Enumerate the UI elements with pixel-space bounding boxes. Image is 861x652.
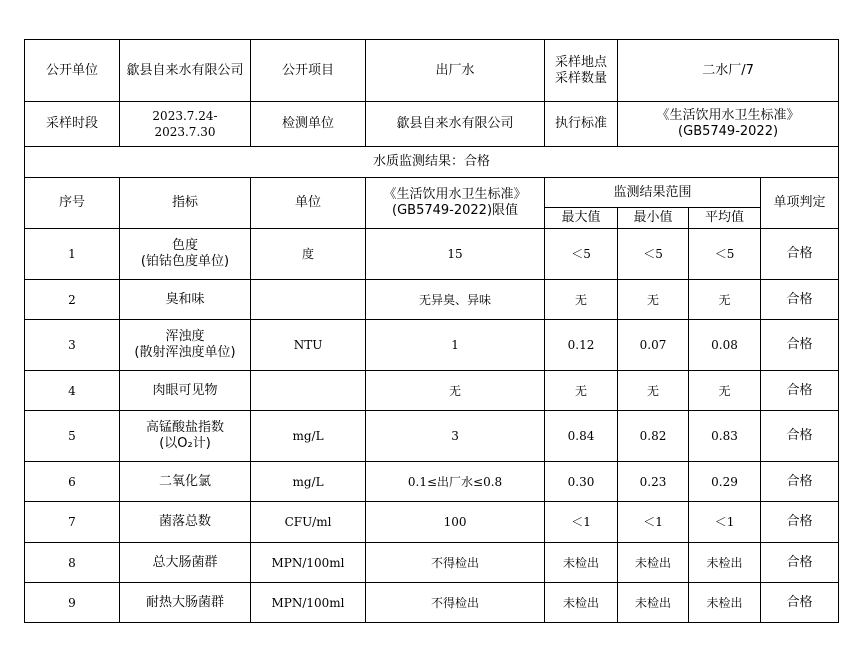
row-limit: 3 xyxy=(366,411,545,462)
row-limit: 无异臭、异味 xyxy=(366,280,545,320)
row-unit: MPN/100ml xyxy=(251,583,366,623)
row-indicator-name: 色度 xyxy=(171,238,198,253)
row-indicator xyxy=(120,543,251,583)
col-avg: 平均值 xyxy=(689,208,761,229)
unit-label: 公开单位 xyxy=(25,40,120,102)
row-seq: 3 xyxy=(25,320,120,371)
row-unit: NTU xyxy=(251,320,366,371)
item-label: 公开项目 xyxy=(251,40,366,102)
row-min: 0.23 xyxy=(618,462,689,502)
water-quality-report xyxy=(24,39,838,623)
row-max: 未检出 xyxy=(545,543,618,583)
row-indicator xyxy=(120,320,251,371)
row-indicator-subname: (以O₂计) xyxy=(159,436,211,451)
row-indicator-subname: (铂钴色度单位) xyxy=(140,254,230,269)
col-min: 最小值 xyxy=(618,208,689,229)
row-min: 0.82 xyxy=(618,411,689,462)
row-avg: 无 xyxy=(689,280,761,320)
row-indicator-name: 菌落总数 xyxy=(158,514,211,529)
row-indicator-name: 总大肠菌群 xyxy=(152,554,218,570)
standard-label: 执行标准 xyxy=(545,102,618,147)
row-max: 0.30 xyxy=(545,462,618,502)
row-seq: 2 xyxy=(25,280,120,320)
row-max: 0.12 xyxy=(545,320,618,371)
unit-value: 歙县自来水有限公司 xyxy=(120,40,251,102)
header-row-1 xyxy=(25,40,839,102)
site-value: 二水厂/7 xyxy=(618,40,839,102)
row-max: 未检出 xyxy=(545,583,618,623)
site-label-line1: 采样地点 xyxy=(555,54,608,70)
row-limit: 无 xyxy=(366,371,545,411)
row-avg: ＜5 xyxy=(689,229,761,280)
row-limit: 不得检出 xyxy=(366,543,545,583)
row-avg: 0.08 xyxy=(689,320,761,371)
site-label-line2: 采样数量 xyxy=(555,70,608,86)
row-unit xyxy=(251,280,366,320)
column-header-row-1 xyxy=(25,178,839,208)
standard-value-line1: 《生活饮用水卫生标准》 xyxy=(656,108,800,123)
row-indicator-subname: (散射浑浊度单位) xyxy=(134,345,236,360)
summary-row xyxy=(25,147,839,178)
row-unit: 度 xyxy=(251,229,366,280)
data-rows xyxy=(25,229,839,623)
row-limit: 0.1≤出厂水≤0.8 xyxy=(366,462,545,502)
row-min: ＜1 xyxy=(618,502,689,543)
row-verdict: 合格 xyxy=(761,462,839,502)
row-avg: ＜1 xyxy=(689,502,761,543)
row-limit: 15 xyxy=(366,229,545,280)
row-seq: 6 xyxy=(25,462,120,502)
row-avg: 未检出 xyxy=(689,543,761,583)
table-row xyxy=(25,502,839,543)
row-max: 无 xyxy=(545,280,618,320)
row-verdict: 合格 xyxy=(761,583,839,623)
row-avg: 未检出 xyxy=(689,583,761,623)
row-indicator xyxy=(120,229,251,280)
row-indicator xyxy=(120,280,251,320)
row-unit: mg/L xyxy=(251,411,366,462)
row-indicator-name: 耐热大肠菌群 xyxy=(145,594,224,610)
row-indicator-name: 肉眼可见物 xyxy=(152,382,218,398)
row-limit: 1 xyxy=(366,320,545,371)
row-seq: 1 xyxy=(25,229,120,280)
row-verdict: 合格 xyxy=(761,280,839,320)
row-indicator-name: 二氧化氯 xyxy=(158,473,211,489)
summary-text: 水质监测结果：合格 xyxy=(25,147,839,178)
row-limit: 不得检出 xyxy=(366,583,545,623)
period-label: 采样时段 xyxy=(25,102,120,147)
col-range: 监测结果范围 xyxy=(545,178,761,208)
table-row xyxy=(25,543,839,583)
row-min: 未检出 xyxy=(618,543,689,583)
table-row xyxy=(25,371,839,411)
row-seq: 7 xyxy=(25,502,120,543)
table-row xyxy=(25,229,839,280)
table-row xyxy=(25,583,839,623)
period-value: 2023.7.24-2023.7.30 xyxy=(120,102,251,147)
col-seq: 序号 xyxy=(25,178,120,229)
row-verdict: 合格 xyxy=(761,371,839,411)
row-verdict: 合格 xyxy=(761,229,839,280)
row-min: ＜5 xyxy=(618,229,689,280)
col-limit xyxy=(366,178,545,229)
row-indicator xyxy=(120,371,251,411)
row-seq: 9 xyxy=(25,583,120,623)
row-avg: 无 xyxy=(689,371,761,411)
row-indicator-name: 臭和味 xyxy=(165,291,205,307)
test-unit-value: 歙县自来水有限公司 xyxy=(366,102,545,147)
row-min: 未检出 xyxy=(618,583,689,623)
row-indicator-name: 高锰酸盐指数 xyxy=(145,420,224,435)
row-indicator xyxy=(120,411,251,462)
item-value: 出厂水 xyxy=(366,40,545,102)
row-min: 无 xyxy=(618,371,689,411)
col-unit: 单位 xyxy=(251,178,366,229)
row-avg: 0.29 xyxy=(689,462,761,502)
col-limit-line1: 《生活饮用水卫生标准》 xyxy=(383,187,527,202)
row-verdict: 合格 xyxy=(761,543,839,583)
table-row xyxy=(25,280,839,320)
row-seq: 4 xyxy=(25,371,120,411)
col-max: 最大值 xyxy=(545,208,618,229)
row-min: 无 xyxy=(618,280,689,320)
row-max: ＜1 xyxy=(545,502,618,543)
table-row xyxy=(25,411,839,462)
row-indicator xyxy=(120,583,251,623)
col-indicator: 指标 xyxy=(120,178,251,229)
row-avg: 0.83 xyxy=(689,411,761,462)
table-row xyxy=(25,320,839,371)
col-verdict: 单项判定 xyxy=(761,178,839,229)
row-verdict: 合格 xyxy=(761,411,839,462)
table-row xyxy=(25,462,839,502)
standard-value-line2: (GB5749-2022) xyxy=(678,124,779,139)
test-unit-label: 检测单位 xyxy=(251,102,366,147)
header-row-2 xyxy=(25,102,839,147)
row-max: ＜5 xyxy=(545,229,618,280)
row-indicator xyxy=(120,462,251,502)
row-limit: 100 xyxy=(366,502,545,543)
row-unit: MPN/100ml xyxy=(251,543,366,583)
row-min: 0.07 xyxy=(618,320,689,371)
report-table xyxy=(24,39,839,623)
row-indicator-name: 浑浊度 xyxy=(165,329,205,344)
standard-value xyxy=(618,102,839,147)
row-verdict: 合格 xyxy=(761,502,839,543)
row-max: 无 xyxy=(545,371,618,411)
row-unit xyxy=(251,371,366,411)
col-limit-line2: (GB5749-2022)限值 xyxy=(392,203,519,218)
row-verdict: 合格 xyxy=(761,320,839,371)
row-unit: CFU/ml xyxy=(251,502,366,543)
row-seq: 8 xyxy=(25,543,120,583)
row-unit: mg/L xyxy=(251,462,366,502)
row-seq: 5 xyxy=(25,411,120,462)
row-max: 0.84 xyxy=(545,411,618,462)
site-label xyxy=(545,40,618,102)
row-indicator xyxy=(120,502,251,543)
